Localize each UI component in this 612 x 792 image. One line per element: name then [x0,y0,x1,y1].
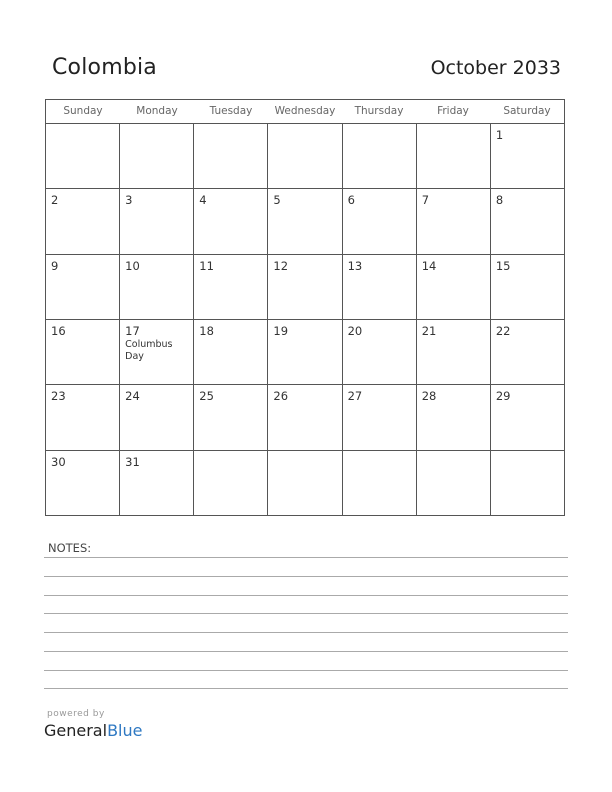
date-number: 22 [495,323,511,338]
notes-line[interactable] [44,576,568,577]
day-cell[interactable] [491,255,564,319]
day-cell[interactable] [491,320,564,384]
day-cell[interactable] [343,320,417,384]
day-cell[interactable] [120,320,194,384]
day-cell[interactable] [491,124,564,188]
date-number: 30 [51,454,66,469]
day-cell[interactable] [120,124,194,188]
day-cell[interactable] [343,189,417,253]
day-cell[interactable] [268,255,342,319]
day-cell[interactable] [343,451,417,515]
date-number: 14 [421,258,437,273]
day-cell[interactable] [343,255,417,319]
date-number: 1 [495,128,504,142]
notes-line[interactable] [44,670,568,671]
day-cell[interactable] [46,189,120,253]
day-cell[interactable] [268,189,342,253]
powered-by-text: powered by [47,709,105,719]
brand-logo-general: General [44,721,108,740]
date-number: 25 [199,389,214,404]
notes-line[interactable] [44,632,568,633]
day-cell[interactable] [268,451,342,515]
week-row [46,320,564,385]
notes-line[interactable] [44,613,568,614]
day-cell[interactable] [268,385,342,449]
week-row [46,451,564,515]
date-number: 8 [495,193,504,208]
day-name-friday: Friday [437,105,469,117]
calendar-header-row [46,100,564,124]
day-cell[interactable] [417,124,491,188]
day-cell[interactable] [46,320,120,384]
date-number: 17 [125,323,140,338]
day-cell[interactable] [194,320,268,384]
calendar-weeks [46,124,564,515]
day-cell[interactable] [46,451,120,515]
day-name-thursday: Thursday [354,105,404,117]
notes-line[interactable] [44,688,568,689]
date-number: 11 [199,258,214,273]
day-cell[interactable] [120,255,194,319]
day-cell[interactable] [417,255,491,319]
day-cell[interactable] [120,189,194,253]
date-number: 9 [51,258,59,273]
date-number: 12 [273,258,289,273]
day-cell[interactable] [343,385,417,449]
day-name-wednesday: Wednesday [274,105,336,117]
calendar-grid [45,99,565,516]
day-cell[interactable] [46,255,120,319]
date-number: 6 [347,193,355,208]
date-number: 20 [347,323,363,338]
week-row [46,255,564,320]
day-cell[interactable] [194,189,268,253]
day-cell[interactable] [120,385,194,449]
date-number: 28 [421,389,437,404]
date-number: 31 [125,454,140,469]
day-cell[interactable] [268,124,342,188]
date-number: 18 [199,323,214,338]
day-cell[interactable] [194,255,268,319]
day-cell[interactable] [491,189,564,253]
day-name-saturday: Saturday [503,105,551,117]
country-title: Colombia [52,55,157,80]
day-cell[interactable] [46,124,120,188]
week-row [46,124,564,189]
day-cell[interactable] [417,320,491,384]
holiday-label: Columbus Day [125,338,173,362]
notes-line[interactable] [44,595,568,596]
day-cell[interactable] [120,451,194,515]
date-number: 19 [273,323,289,338]
date-number: 24 [125,389,140,404]
day-cell[interactable] [491,385,564,449]
day-cell[interactable] [268,320,342,384]
brand-logo[interactable] [44,721,142,740]
day-name-tuesday: Tuesday [209,105,253,117]
week-row [46,189,564,254]
day-cell[interactable] [194,385,268,449]
week-row [46,385,564,450]
day-name-monday: Monday [136,105,178,117]
day-name-sunday: Sunday [63,105,103,117]
date-number: 3 [125,193,133,208]
date-number: 4 [199,193,207,208]
date-number: 26 [273,389,289,404]
brand-logo-blue: Blue [107,721,143,740]
notes-label: NOTES: [48,541,92,555]
day-cell[interactable] [417,451,491,515]
notes-line[interactable] [44,651,568,652]
day-cell[interactable] [194,451,268,515]
day-cell[interactable] [343,124,417,188]
day-cell[interactable] [194,124,268,188]
date-number: 23 [51,389,66,404]
date-number: 7 [421,193,430,208]
date-number: 5 [273,193,281,208]
day-cell[interactable] [46,385,120,449]
month-year-title: October 2033 [430,57,561,79]
date-number: 15 [495,258,511,273]
day-cell[interactable] [417,385,491,449]
date-number: 27 [347,389,363,404]
date-number: 13 [347,258,363,273]
date-number: 10 [125,258,140,273]
date-number: 16 [51,323,66,338]
notes-line[interactable] [44,557,568,558]
day-cell[interactable] [491,451,564,515]
date-number: 29 [495,389,511,404]
date-number: 21 [421,323,437,338]
day-cell[interactable] [417,189,491,253]
date-number: 2 [51,193,59,208]
